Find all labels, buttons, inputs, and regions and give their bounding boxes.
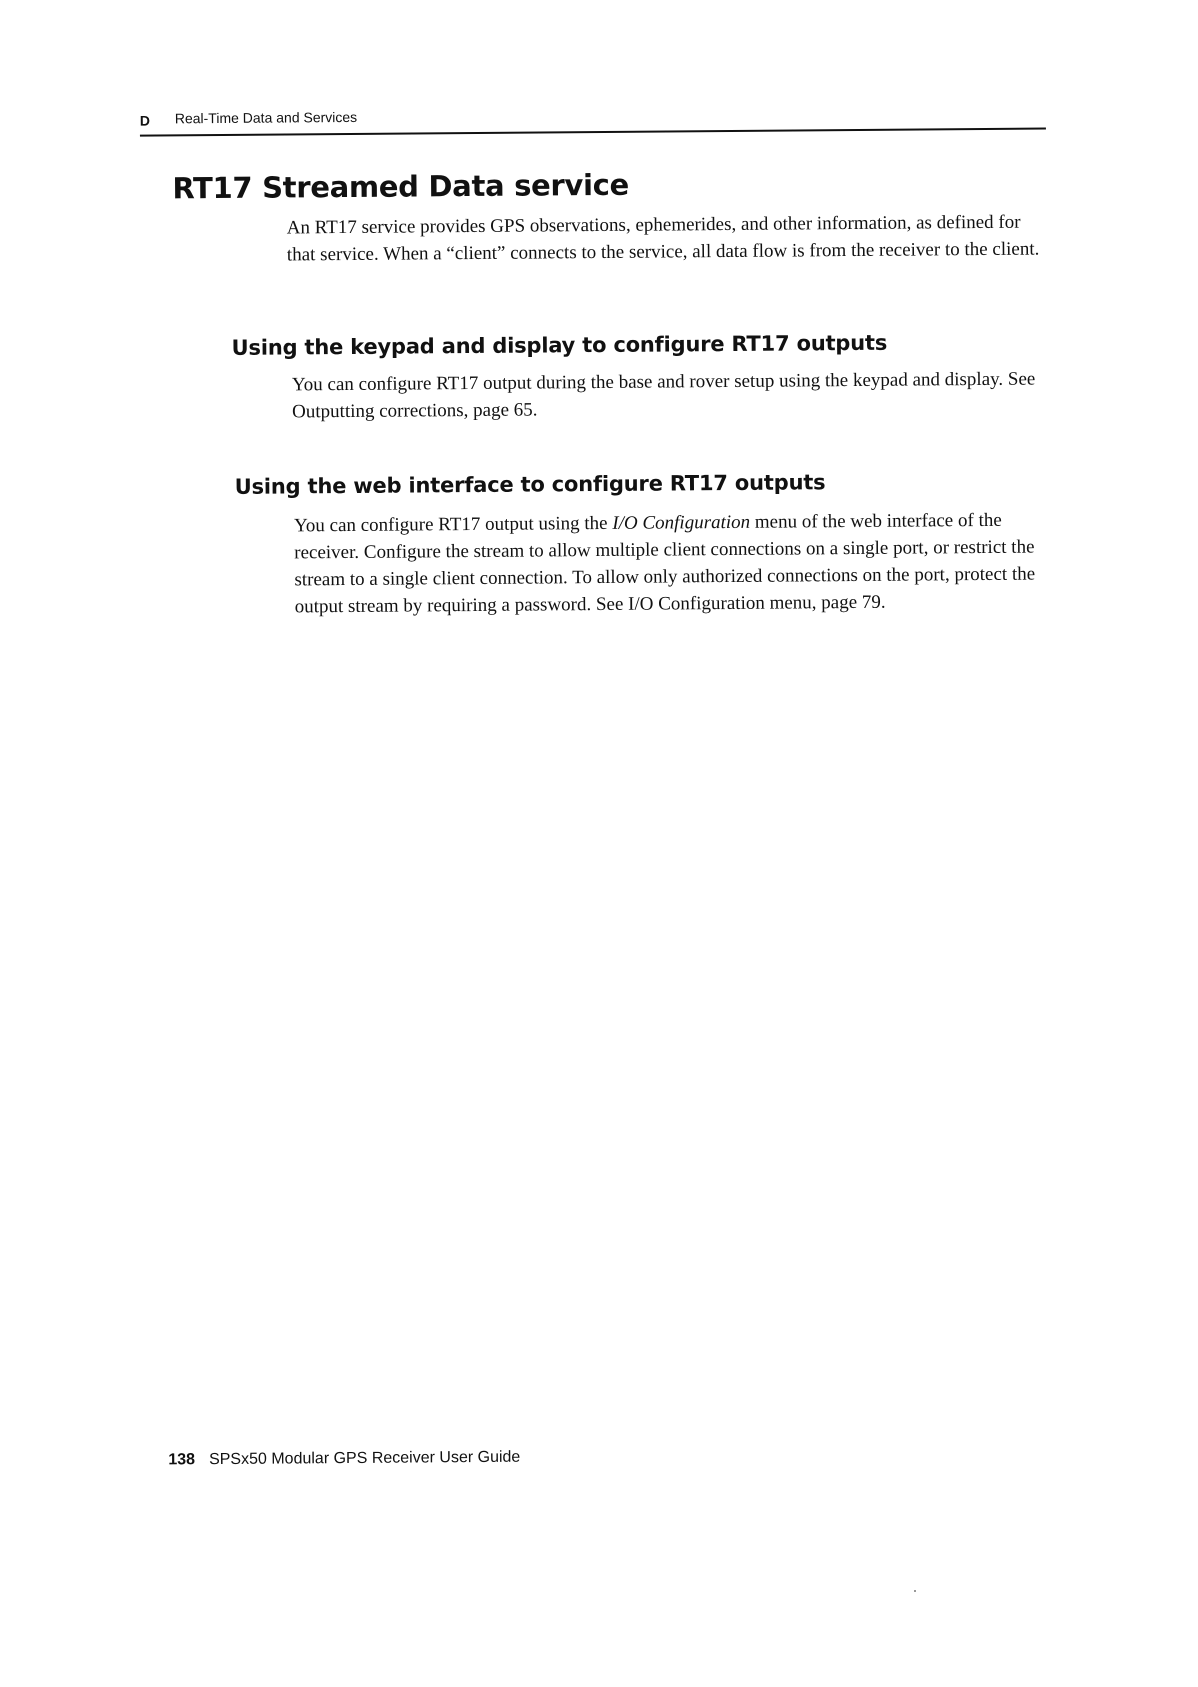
web-subheading: Using the web interface to configure RT17 outputs [234, 470, 826, 499]
web-paragraph-lead: You can configure RT17 output using the [293, 512, 613, 537]
section-title: RT17 Streamed Data service [172, 167, 630, 206]
web-paragraph [294, 506, 1055, 620]
io-configuration-menu-name: I/O Configuration [612, 511, 751, 534]
web-paragraph-rest: menu of the web interface of the receiver. Configure the stream to allow multiple client connections on a single port, or restrict the stream to a single client connection. To allow only authorized connections on the port, protect the output stream by requiring a password. See I/O Configuration menu, page 79. [294, 509, 1036, 618]
intro-paragraph: An RT17 service provides GPS observations, ephemerides, and other information, as defined for that service. When a “client” connects to the service, all data flow is from the receiver to the client. [286, 211, 1040, 266]
running-header-title: Real-Time Data and Services [174, 108, 358, 127]
appendix-letter: D [139, 112, 151, 129]
scan-speck [914, 1590, 916, 1592]
keypad-subheading: Using the keypad and display to configure RT17 outputs [231, 330, 888, 360]
page-number: 138 [168, 1451, 196, 1469]
running-header [140, 101, 1046, 136]
book-title: SPSx50 Modular GPS Receiver User Guide [208, 1448, 521, 1469]
keypad-paragraph: You can configure RT17 output during the base and rover setup using the keypad and display. See Outputting corrections, page 65. [291, 368, 1036, 423]
page-footer [168, 1449, 520, 1470]
